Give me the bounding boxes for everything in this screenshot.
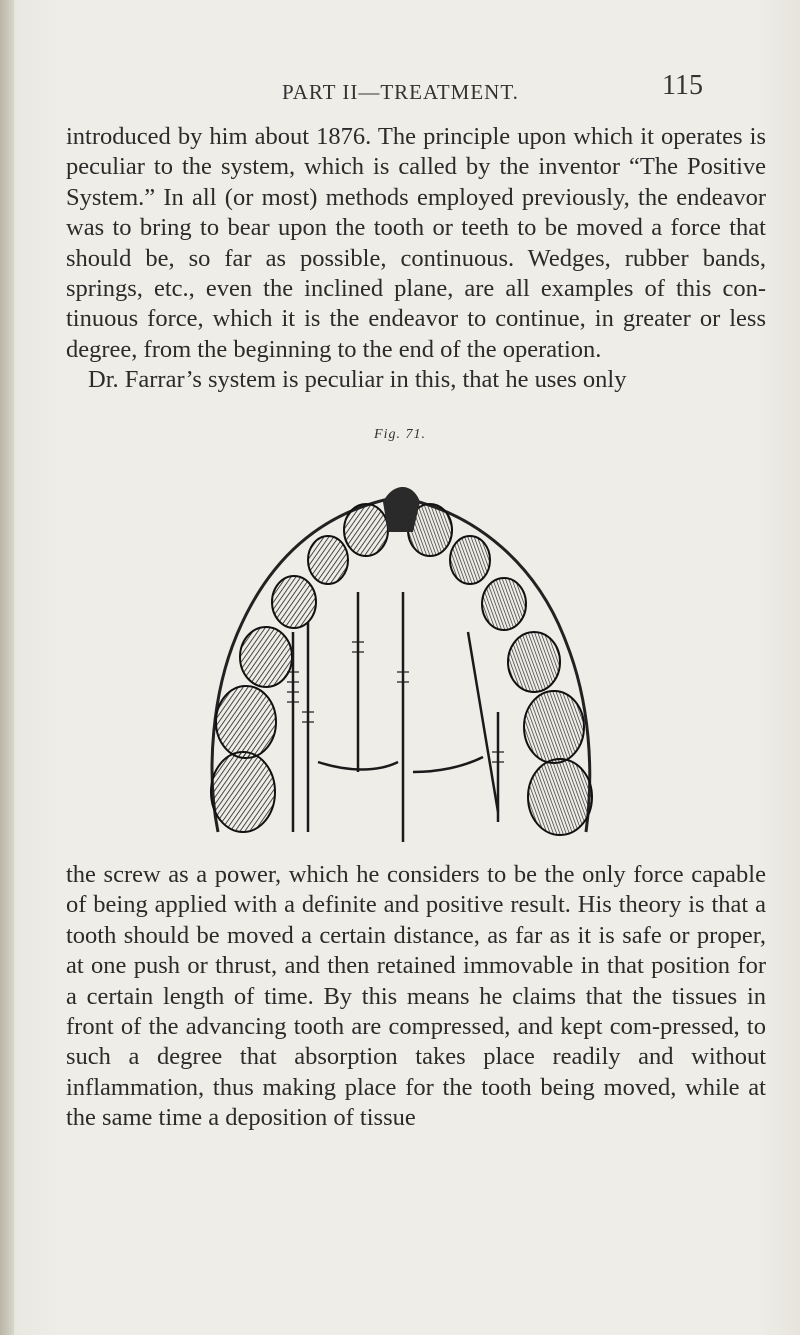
- paragraph-bottom: the screw as a power, which he considers to be the only force capable of being applied with a definite and positive result. His theory is that a tooth should be moved a certain distance, as far as it is safe or proper, at one push or thrust, and then retained immovable in that position for a certain length of time. By this means he claims that the tissues in front of the advancing tooth are compressed, and kept com-pressed, to such a degree that absorption takes place readily and without inflammation, thus making place for the tooth being moved, while at the same time a deposition of tissue: [66, 861, 766, 1132]
- paragraph-top: [66, 122, 766, 396]
- paragraph-top-second: Dr. Farrar’s system is peculiar in this, that he uses only: [88, 366, 627, 394]
- page-number: 115: [662, 70, 703, 101]
- page-gutter-shadow: [0, 0, 14, 1335]
- paragraph-top-text: introduced by him about 1876. The principle upon which it operates is peculiar to the system, which is called by the inventor “The Positive System.” In all (or most) methods employed previously, the endeavor was to bring to bear upon the tooth or teeth to be moved a force that should be, so far as possible, continuous. Wedges, rubber bands, springs, etc., even the inclined plane, are all examples of this con-tinuous force, which it is the endeavor to continue, in greater or less degree, from the beginning to the end of the operation.: [66, 123, 766, 363]
- running-head: PART II—TREATMENT.: [282, 80, 519, 104]
- figure-caption-text: Fig. 71.: [374, 427, 426, 442]
- figure-caption: [0, 427, 800, 443]
- dental-arch-illustration: [198, 472, 602, 844]
